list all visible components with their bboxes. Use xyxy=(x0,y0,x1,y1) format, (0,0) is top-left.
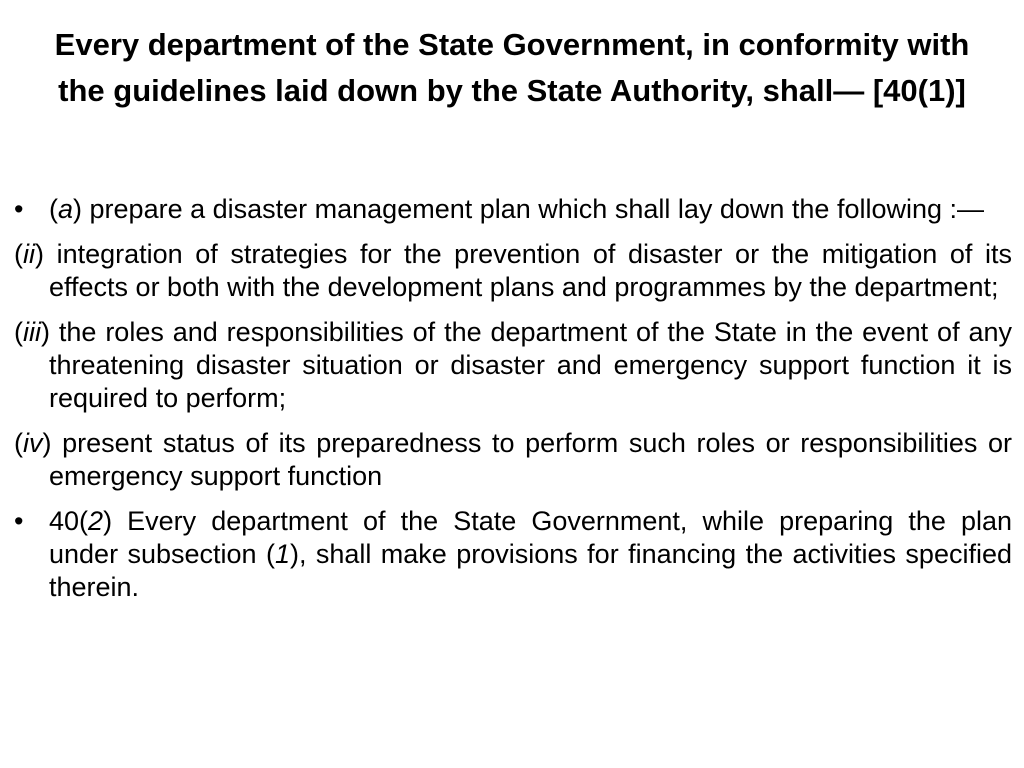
slide-body xyxy=(14,193,1012,616)
list-item-ii: (ii) integration of strategies for the prevention of disaster or the mitigation of its effects or both with the development plans and programmes by the department; xyxy=(14,239,1012,302)
bullet-icon: • xyxy=(14,506,24,536)
slide-title: Every department of the State Government, in conformity with the guidelines laid down by the State Authority, shall— [40(1)] xyxy=(54,27,970,108)
list-item-a: • (a) prepare a disaster management plan which shall lay down the following :— xyxy=(14,194,985,224)
bullet-icon: • xyxy=(14,194,24,224)
list-item-40-2: • 40(2) Every department of the State Government, while preparing the plan under subsection (1), shall make provisions for financing the activities specified therein. xyxy=(14,506,1012,602)
list-item-iii: (iii) the roles and responsibilities of the department of the State in the event of any threatening disaster situation or disaster and emergency support function it is required to perform; xyxy=(14,317,1012,413)
list-item-iv: (iv) present status of its preparedness to perform such roles or responsibilities or emergency support function xyxy=(14,428,1012,491)
